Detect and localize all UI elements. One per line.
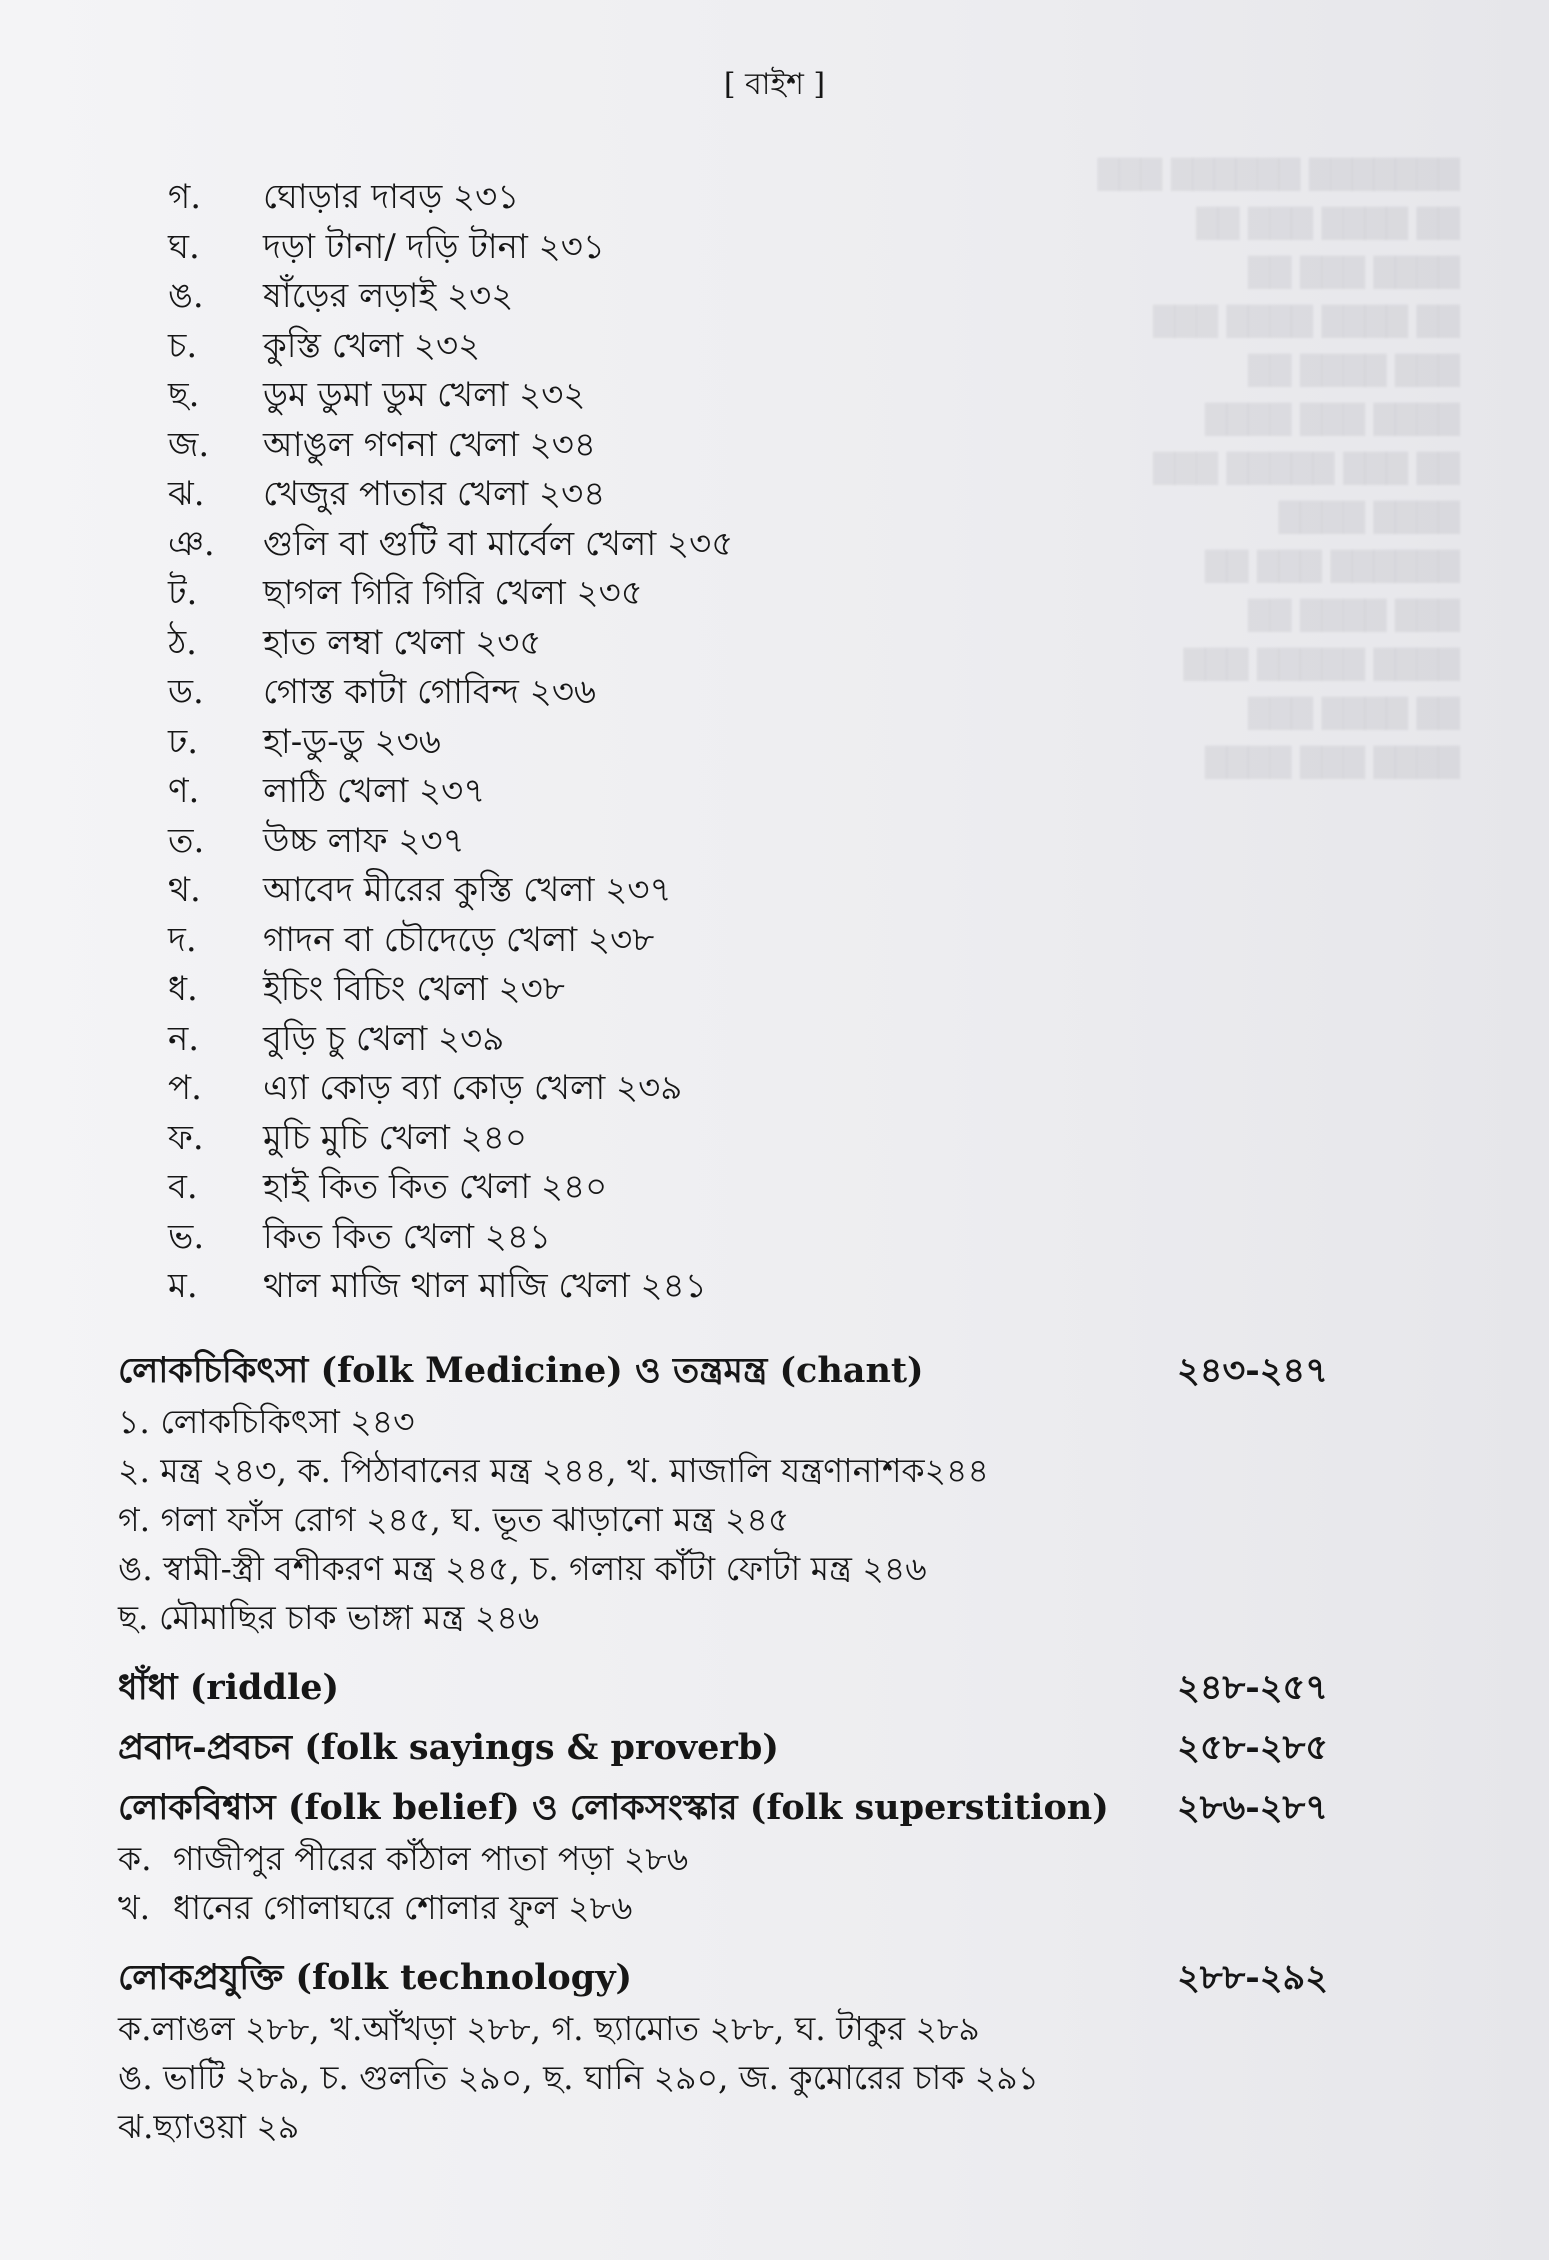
list-item xyxy=(168,324,733,374)
section-line: ক.লাঙল ২৮৮, খ.আঁখড়া ২৮৮, গ. ছ্যামোত ২৮৮, ঘ. টাকুর ২৮৯ xyxy=(118,2008,980,2048)
item-label: ন. xyxy=(168,1018,200,1059)
list-item xyxy=(168,1264,733,1314)
item-label: ক. xyxy=(118,1838,152,1878)
list-item xyxy=(168,423,733,473)
list-item xyxy=(168,175,733,225)
item-label: ঙ. xyxy=(168,276,204,317)
list-item xyxy=(168,1116,733,1166)
section-pages: ২৮৬-২৮৭ xyxy=(1177,1786,1328,1828)
list-item xyxy=(168,819,733,869)
section-line: গ. গলা ফাঁস রোগ ২৪৫, ঘ. ভূত ঝাড়ানো মন্ত্র ২৪৫ xyxy=(118,1499,790,1539)
section-title: প্রবাদ-প্রবচন (folk sayings & proverb) xyxy=(118,1726,779,1768)
list-item xyxy=(168,225,733,275)
item-text: লাঠি খেলা ২৩৭ xyxy=(263,771,486,812)
item-label: ড. xyxy=(168,672,204,713)
section-pages: ২৪৮-২৫৭ xyxy=(1177,1666,1328,1708)
item-text: এ্যা কোড় ব্যা কোড় খেলা ২৩৯ xyxy=(263,1068,683,1109)
item-label: ব. xyxy=(168,1167,198,1208)
item-text: গুলি বা গুটি বা মার্বেল খেলা ২৩৫ xyxy=(263,523,734,564)
list-item xyxy=(168,522,733,572)
section-heading-belief xyxy=(118,1782,1328,1836)
item-label: ভ. xyxy=(168,1216,205,1257)
item-label: ঝ. xyxy=(168,474,205,515)
list-item xyxy=(168,274,733,324)
item-text: ইচিং বিচিং খেলা ২৩৮ xyxy=(263,969,565,1010)
toc-sections xyxy=(118,1345,1328,2153)
item-text: আঙুল গণনা খেলা ২৩৪ xyxy=(263,424,596,465)
item-text: গাজীপুর পীরের কাঁঠাল পাতা পড়া ২৮৬ xyxy=(173,1838,689,1878)
item-text: গাদন বা চৌদেড়ে খেলা ২৩৮ xyxy=(263,919,655,960)
item-text: ছাগল গিরি গিরি খেলা ২৩৫ xyxy=(263,573,643,614)
section-heading-technology xyxy=(118,1952,1328,2006)
section-line: ১. লোকচিকিৎসা ২৪৩ xyxy=(118,1401,415,1441)
list-item xyxy=(168,472,733,522)
item-label: ণ. xyxy=(168,771,200,812)
item-label: থ. xyxy=(168,870,201,911)
item-label: গ. xyxy=(168,177,202,218)
section-heading-medicine xyxy=(118,1345,1328,1399)
bleed-through-texture: ███████ ██████ ███ ██ ████ ███ ██ ████ ███ ██ ██ ████ ████ ███ ███ ████ ██ ████ ███ ████ ██ ███ █████ ███ ████ ████ ██████ ███ ██ ███ ████ ██ ████ █████ ███ ██ ████ ███ ████ ███ ████ xyxy=(1097,158,1460,779)
item-text: কিত কিত খেলা ২৪১ xyxy=(263,1216,552,1257)
section-title: লোকপ্রযুক্তি (folk technology) xyxy=(118,1956,633,1998)
list-item xyxy=(168,967,733,1017)
item-text: হাই কিত কিত খেলা ২৪০ xyxy=(263,1167,608,1208)
item-text: বুড়ি চু খেলা ২৩৯ xyxy=(263,1018,505,1059)
list-item xyxy=(118,1836,1328,1885)
section-pages: ২৮৮-২৯২ xyxy=(1177,1956,1328,1998)
section-pages: ২৫৮-২৮৫ xyxy=(1177,1726,1328,1768)
item-text: খেজুর পাতার খেলা ২৩৪ xyxy=(263,474,606,515)
item-label: ঢ. xyxy=(168,721,199,762)
section-title: ধাঁধা (riddle) xyxy=(118,1666,340,1708)
item-label: দ. xyxy=(168,919,197,960)
list-item xyxy=(168,1215,733,1265)
section-line: ঝ.ছ্যাওয়া ২৯ xyxy=(118,2106,300,2146)
item-label: ঞ. xyxy=(168,523,215,564)
list-item xyxy=(168,571,733,621)
section-heading-riddle xyxy=(118,1662,1328,1716)
item-label: ঘ. xyxy=(168,226,200,267)
item-text: মুচি মুচি খেলা ২৪০ xyxy=(263,1117,527,1158)
section-line: ঙ. ভাটি ২৮৯, চ. গুলতি ২৯০, ছ. ঘানি ২৯০, জ. কুমোরের চাক ২৯১ xyxy=(118,2057,1040,2097)
item-label: জ. xyxy=(168,424,210,465)
list-item xyxy=(168,769,733,819)
list-item xyxy=(168,1165,733,1215)
item-text: কুস্তি খেলা ২৩২ xyxy=(263,325,481,366)
item-text: ধানের গোলাঘরে শোলার ফুল ২৮৬ xyxy=(173,1887,633,1927)
section-title: লোকবিশ্বাস (folk belief) ও লোকসংস্কার (folk superstition) xyxy=(118,1786,1109,1828)
list-item xyxy=(168,918,733,968)
section-title: লোকচিকিৎসা (folk Medicine) ও তন্ত্রমন্ত্র (chant) xyxy=(118,1349,924,1391)
item-text: ডুম ডুমা ডুম খেলা ২৩২ xyxy=(263,375,586,416)
item-label: ছ. xyxy=(168,375,200,416)
item-text: থাল মাজি থাল মাজি খেলা ২৪১ xyxy=(263,1266,707,1307)
section-line: ২. মন্ত্র ২৪৩, ক. পিঠাবানের মন্ত্র ২৪৪, খ. মাজালি যন্ত্রণানাশক২৪৪ xyxy=(118,1450,989,1490)
item-label: ধ. xyxy=(168,969,198,1010)
list-item xyxy=(168,868,733,918)
item-text: ঘোড়ার দাবড় ২৩১ xyxy=(263,177,520,218)
list-item xyxy=(168,720,733,770)
item-label: ম. xyxy=(168,1266,198,1307)
item-label: ঠ. xyxy=(168,622,197,663)
item-text: হাত লম্বা খেলা ২৩৫ xyxy=(263,622,542,663)
list-item xyxy=(118,1885,1328,1934)
list-item xyxy=(168,621,733,671)
item-label: প. xyxy=(168,1068,202,1109)
section-line: ঙ. স্বামী-স্ত্রী বশীকরণ মন্ত্র ২৪৫, চ. গলায় কাঁটা ফোটা মন্ত্র ২৪৬ xyxy=(118,1548,927,1588)
item-text: ষাঁড়ের লড়াই ২৩২ xyxy=(263,276,514,317)
list-item xyxy=(168,670,733,720)
item-label: ফ. xyxy=(168,1117,204,1158)
item-text: আবেদ মীরের কুস্তি খেলা ২৩৭ xyxy=(263,870,672,911)
page-number-header: [ বাইশ ] xyxy=(723,67,826,102)
section-pages: ২৪৩-২৪৭ xyxy=(1177,1349,1328,1391)
list-item xyxy=(168,1066,733,1116)
item-label: চ. xyxy=(168,325,198,366)
item-text: দড়া টানা/ দড়ি টানা ২৩১ xyxy=(263,226,605,267)
section-line: ছ. মৌমাছির চাক ভাঙ্গা মন্ত্র ২৪৬ xyxy=(118,1597,540,1637)
item-label: ত. xyxy=(168,820,205,861)
games-sub-list xyxy=(168,175,733,1314)
item-label: ট. xyxy=(168,573,198,614)
item-text: উচ্চ লাফ ২৩৭ xyxy=(263,820,465,861)
item-text: হা-ডু-ডু ২৩৬ xyxy=(263,721,441,762)
item-label: খ. xyxy=(118,1887,151,1927)
list-item xyxy=(168,373,733,423)
item-text: গোস্ত কাটা গোবিন্দ ২৩৬ xyxy=(263,672,597,713)
list-item xyxy=(168,1017,733,1067)
section-heading-proverb xyxy=(118,1722,1328,1776)
